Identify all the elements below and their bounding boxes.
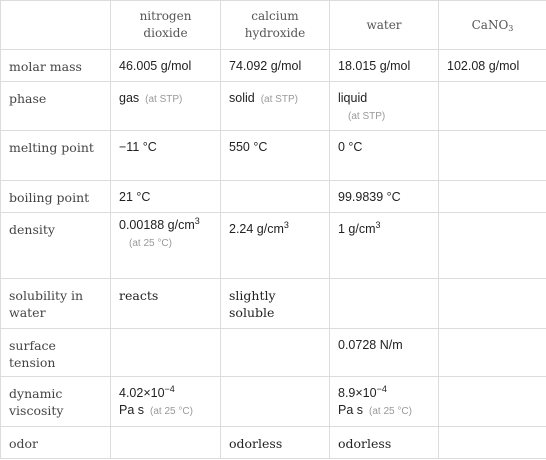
- row-label: boiling point: [1, 181, 111, 213]
- table-cell: [439, 181, 546, 213]
- table-cell: [439, 329, 546, 377]
- table-cell: $8.9\times 10^{-4}$ Pa s (at 25 °C): [330, 377, 439, 427]
- table-row: [1, 213, 546, 279]
- table-cell: reacts: [111, 279, 221, 329]
- row-label: density: [1, 213, 111, 279]
- table-cell: slightly soluble: [221, 279, 330, 329]
- table-cell: [439, 131, 546, 181]
- table-cell: [221, 377, 330, 427]
- column-header: water: [330, 1, 439, 50]
- table-cell: solid (at STP): [221, 82, 330, 131]
- row-label: molar mass: [1, 50, 111, 82]
- table-cell: [439, 213, 546, 279]
- table-cell: 99.9839 °C: [330, 181, 439, 213]
- column-header: nitrogen dioxide: [111, 1, 221, 50]
- table-cell: [111, 427, 221, 459]
- table-cell: [439, 279, 546, 329]
- table-cell: liquid (at STP): [330, 82, 439, 131]
- table-cell: 74.092 g/mol: [221, 50, 330, 82]
- table-cell: 550 °C: [221, 131, 330, 181]
- row-label: solubility in water: [1, 279, 111, 329]
- table-cell: [439, 377, 546, 427]
- table-cell: [111, 329, 221, 377]
- table-cell: [221, 329, 330, 377]
- table-row: [1, 279, 546, 329]
- table-cell: 0 °C: [330, 131, 439, 181]
- table-row: [1, 82, 546, 131]
- table-row: [1, 427, 546, 459]
- table-row: [1, 329, 546, 377]
- corner-cell: [1, 1, 111, 50]
- table-cell: $4.02\times 10^{-4}$ Pa s (at 25 °C): [111, 377, 221, 427]
- column-header: calcium hydroxide: [221, 1, 330, 50]
- table-cell: odorless: [221, 427, 330, 459]
- table-cell: [439, 427, 546, 459]
- column-header: CaNO$_3$: [439, 1, 546, 50]
- table-cell: 18.015 g/mol: [330, 50, 439, 82]
- table-cell: 46.005 g/mol: [111, 50, 221, 82]
- header-row: [1, 1, 546, 50]
- table-cell: [221, 181, 330, 213]
- table-row: [1, 50, 546, 82]
- table-cell: [439, 82, 546, 131]
- table-cell: 2.24 $g/cm^3$: [221, 213, 330, 279]
- table-row: [1, 377, 546, 427]
- table-cell: 1 $g/cm^3$: [330, 213, 439, 279]
- table-cell: [330, 279, 439, 329]
- row-label: melting point: [1, 131, 111, 181]
- row-label: odor: [1, 427, 111, 459]
- table-row: [1, 181, 546, 213]
- row-label: surface tension: [1, 329, 111, 377]
- table-row: [1, 131, 546, 181]
- table-cell: −11 °C: [111, 131, 221, 181]
- table-cell: 102.08 g/mol: [439, 50, 546, 82]
- table-cell: odorless: [330, 427, 439, 459]
- table-cell: 0.0728 N/m: [330, 329, 439, 377]
- row-label: dynamic viscosity: [1, 377, 111, 427]
- table-cell: 21 °C: [111, 181, 221, 213]
- table-cell: 0.00188 $g/cm^3$ (at 25 °C): [111, 213, 221, 279]
- table-cell: gas (at STP): [111, 82, 221, 131]
- row-label: phase: [1, 82, 111, 131]
